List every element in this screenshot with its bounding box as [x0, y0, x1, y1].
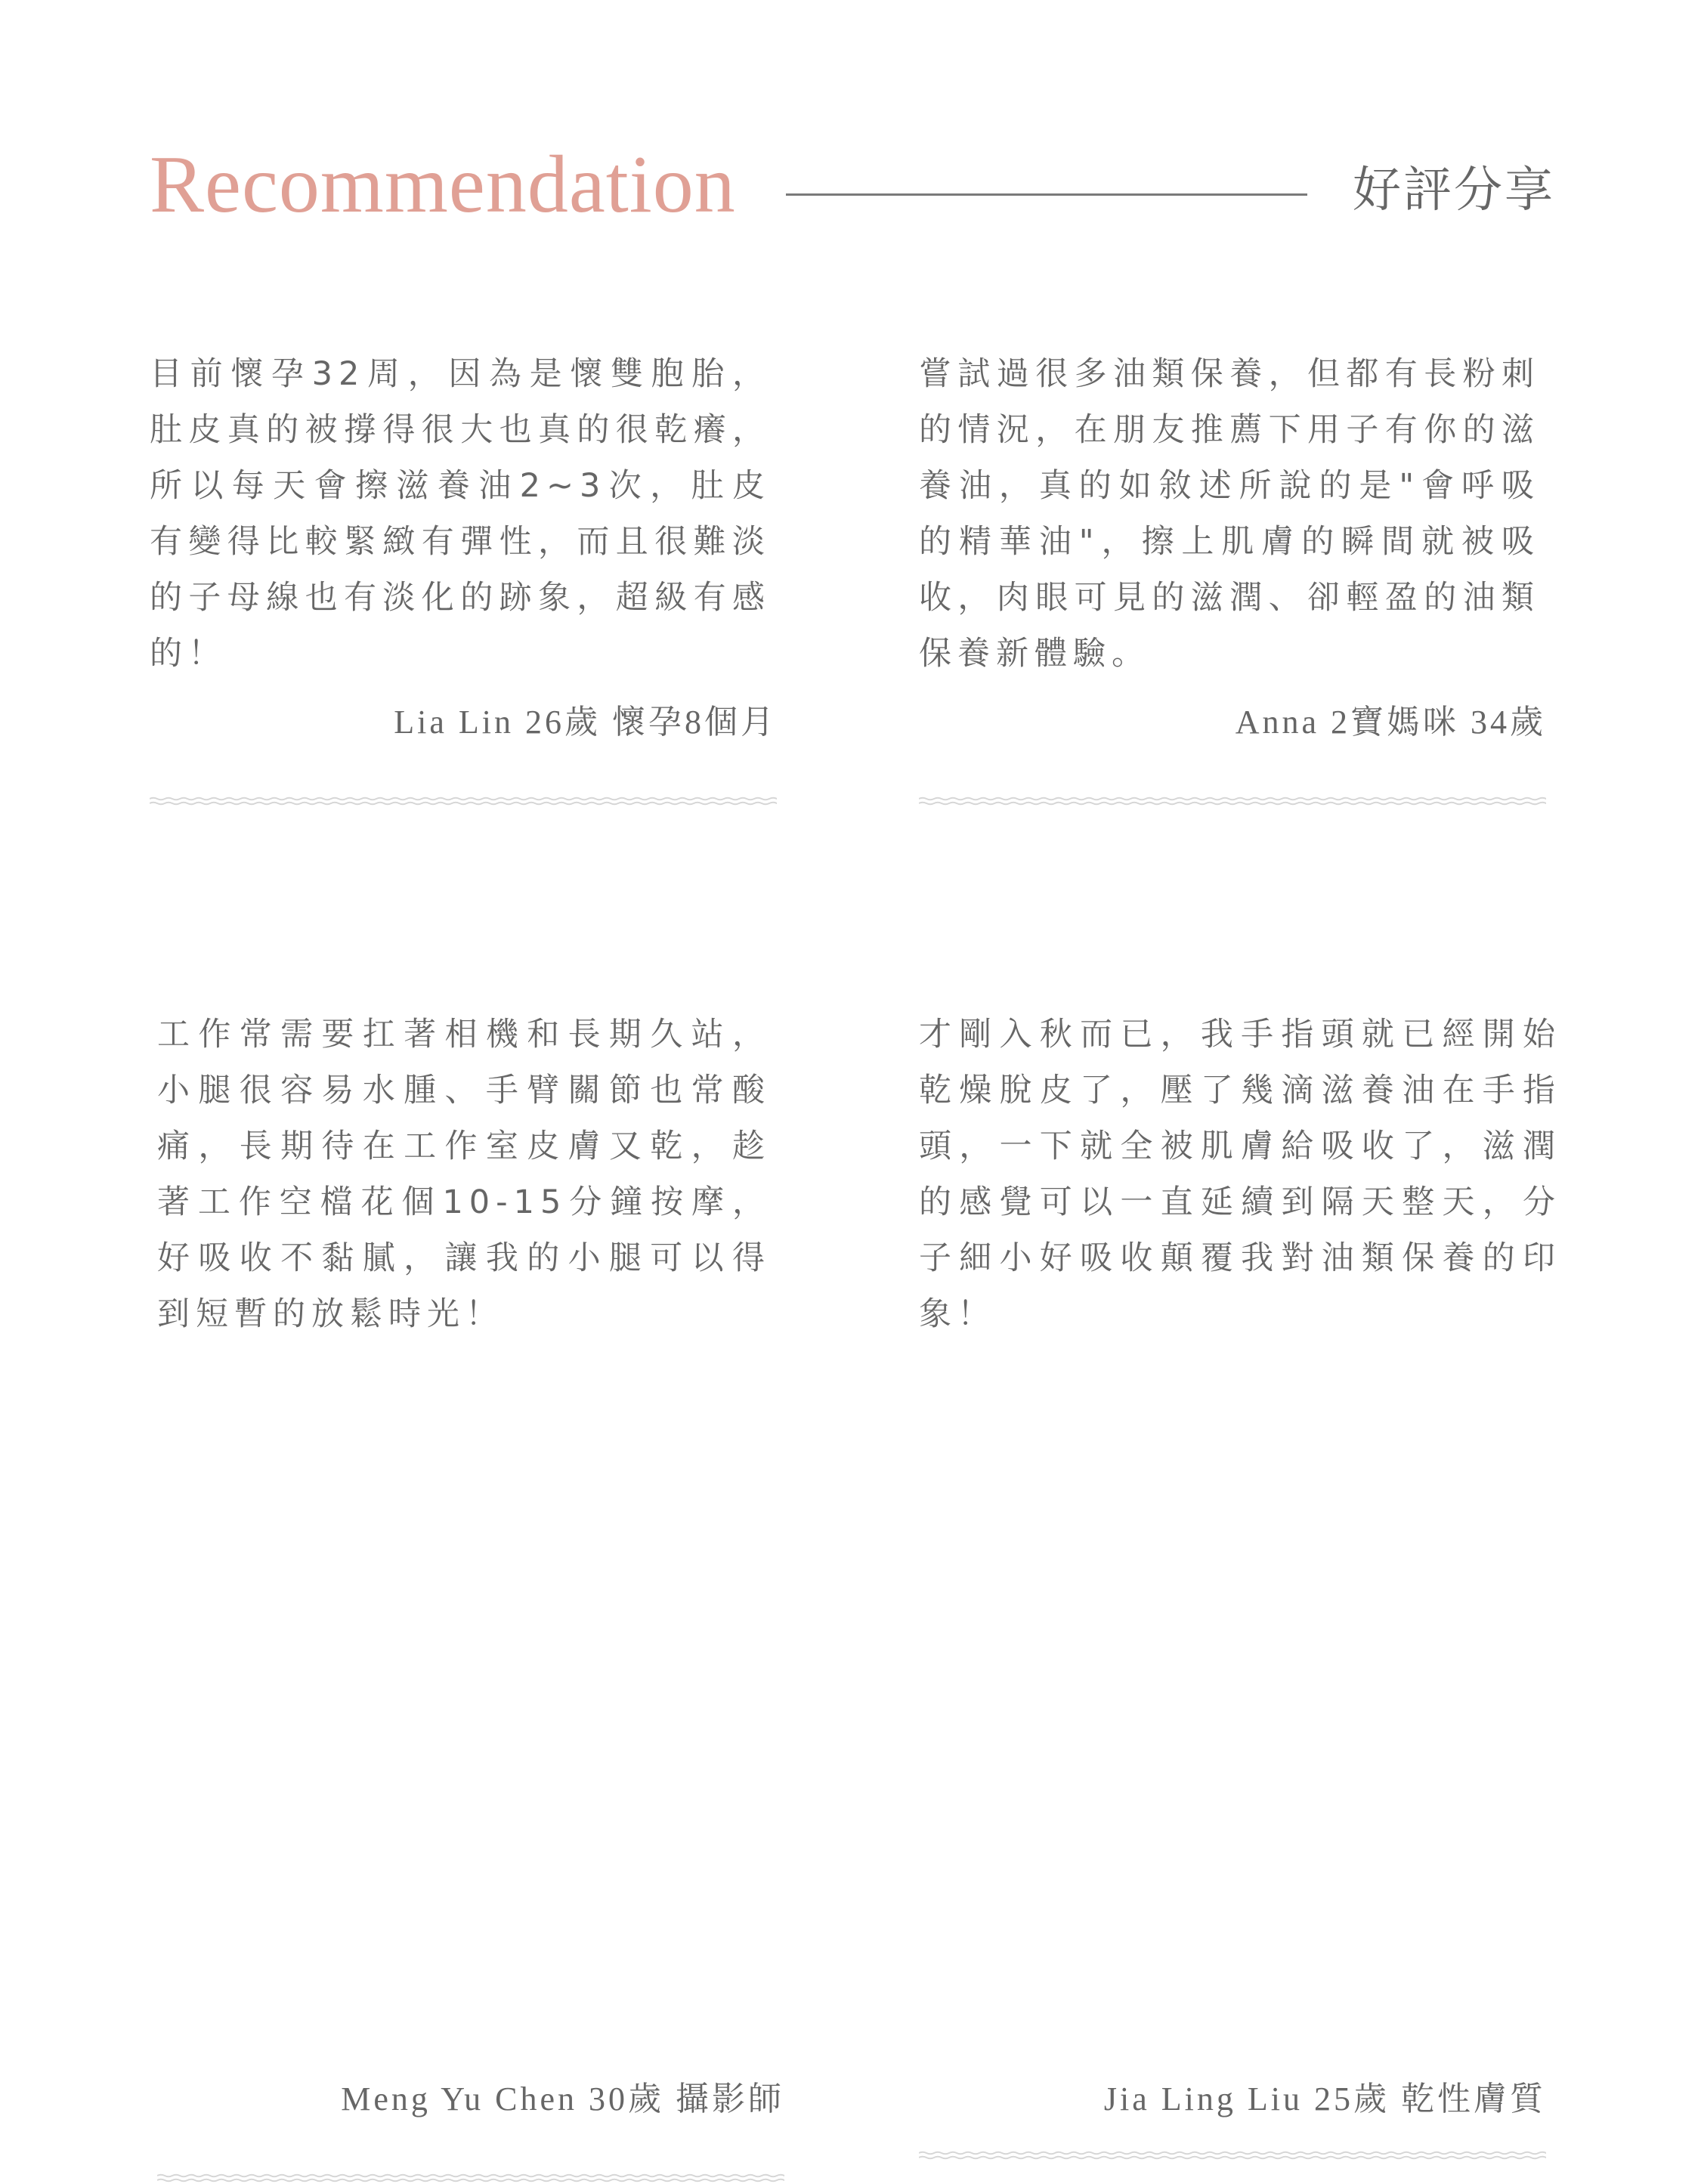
wave-line	[150, 803, 777, 805]
wave-line	[150, 798, 777, 800]
testimonial-author: Anna 2寶媽咪 34歲	[1235, 704, 1546, 741]
testimonial-card	[157, 1007, 784, 2117]
testimonial-author: Meng Yu Chen 30歲 攝影師	[341, 2080, 784, 2117]
testimonial-quote: 嘗試過很多油類保養，但都有長粉刺的情況，在朋友推薦下用子有你的滋養油，真的如敘述所說的是"會呼吸的精華油"，擦上肌膚的瞬間就被吸收，肉眼可見的滋潤、卻輕盈的油類保養新體驗。	[919, 355, 1540, 673]
testimonial-card	[919, 1007, 1561, 2117]
testimonial-author: Jia Ling Liu 25歲 乾性膚質	[1103, 2080, 1546, 2117]
title-divider-line	[786, 193, 1307, 196]
wave-line	[919, 798, 1546, 800]
testimonial-quote: 才剛入秋而已，我手指頭就已經開始乾燥脫皮了，壓了幾滴滋養油在手指頭，一下就全被肌膚給吸收了，滋潤的感覺可以一直延續到隔天整天，分子細小好吸收顛覆我對油類保養的印象！	[919, 1016, 1561, 1333]
testimonial-quote: 工作常需要扛著相機和長期久站，小腿很容易水腫、手臂關節也常酸痛，長期待在工作室皮膚又乾，趁著工作空檔花個10-15分鐘按摩，好吸收不黏膩，讓我的小腿可以得到短暫的放鬆時光！	[157, 1016, 771, 1333]
wave-divider	[919, 2149, 1546, 2161]
wave-divider	[157, 2172, 784, 2184]
wave-divider	[919, 795, 1546, 807]
testimonial-author: Lia Lin 26歲 懷孕8個月	[394, 704, 777, 741]
page-header	[0, 0, 1701, 302]
wave-line	[919, 2152, 1546, 2155]
page-title-english: Recommendation	[150, 140, 736, 230]
wave-line	[919, 2157, 1546, 2159]
wave-line	[919, 803, 1546, 805]
testimonial-card	[919, 346, 1546, 741]
wave-divider	[150, 795, 777, 807]
testimonial-quote: 目前懷孕32周，因為是懷雙胞胎，肚皮真的被撐得很大也真的很乾癢，所以每天會擦滋養油2~3次，肚皮有變得比較緊緻有彈性，而且很難淡的子母線也有淡化的跡象，超級有感的！	[150, 355, 771, 673]
testimonial-card	[150, 346, 777, 741]
wave-line	[157, 2179, 784, 2182]
page-title-chinese: 好評分享	[1353, 162, 1555, 218]
wave-line	[157, 2175, 784, 2177]
